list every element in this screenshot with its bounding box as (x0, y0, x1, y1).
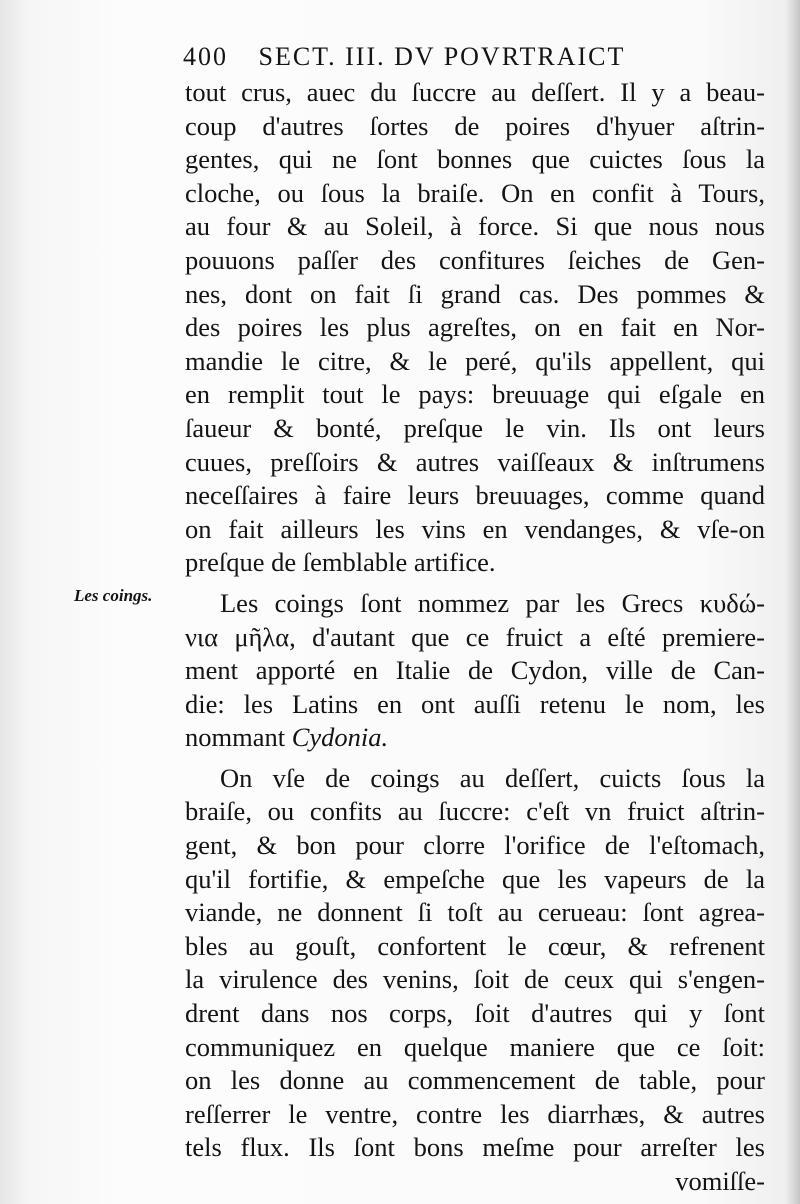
text-line: en remplit tout le pays: breuuage qui eſgale en (185, 379, 765, 410)
italic-term: Cydonia. (291, 722, 389, 753)
text-line (185, 721, 765, 755)
text-line: viande, ne donnent ſi toſt au cerueau: ſont agrea- (185, 897, 765, 928)
paragraph-pears (185, 76, 765, 580)
text-line: reſſerrer le ventre, contre les diarrhæs, & autres (185, 1098, 765, 1129)
page-number: 400 (183, 42, 228, 71)
text-line: ſaueur & bonté, preſque le vin. Ils ont leurs (185, 412, 765, 443)
text-line: neceſſaires à faire leurs breuuages, comme quand (185, 480, 765, 511)
text-line: braiſe, ou confits au ſuccre: c'eſt vn fruict aſtrin- (185, 796, 765, 827)
text-line: bles au gouſt, confortent le cœur, & refrenent (185, 930, 765, 961)
text-line: nes, dont on fait ſi grand cas. Des pommes & (185, 278, 765, 309)
paragraph-gap (185, 755, 765, 762)
body-text (185, 76, 765, 1199)
text-line: gentes, qui ne ſont bonnes que cuictes ſous la (185, 144, 765, 175)
text-line: tels flux. Ils ſont bons meſme pour arreſter les (185, 1132, 765, 1163)
text-line: pouuons paſſer des confitures ſeiches de Gen- (185, 244, 765, 275)
text-line: la virulence des venins, ſoit de ceux qui s'engen- (185, 964, 765, 995)
text-line: on les donne au commencement de table, pour (185, 1065, 765, 1096)
text-fragment: nommant (185, 722, 292, 753)
running-head (183, 40, 703, 74)
text-line: coup d'autres ſortes de poires d'hyuer aſtrin- (185, 110, 765, 141)
paragraph-quinces-name (185, 587, 765, 755)
paragraph-gap (185, 580, 765, 587)
text-line: mandie le citre, & le peré, qu'ils appellent, qui (185, 345, 765, 376)
text-line: communiquez en quelque maniere que ce ſoit: (185, 1031, 765, 1062)
text-line: gent, & bon pour clorre l'orifice de l'eſtomach, (185, 830, 765, 861)
text-line: on fait ailleurs les vins en vendanges, & vſe-on (185, 513, 765, 544)
page-edge-shadow (786, 0, 800, 1204)
text-line: drent dans nos corps, ſoit d'autres qui y ſont (185, 998, 765, 1029)
text-line: des poires les plus agreſtes, on en fait en Nor- (185, 312, 765, 343)
margin-note: Les coings. (74, 586, 153, 605)
section-title: SECT. III. DV POVRTRAICT (258, 42, 626, 71)
paragraph-quinces-use (185, 762, 765, 1199)
text-line: ment apporté en Italie de Cydon, ville de Can- (185, 655, 765, 686)
text-line: On vſe de coings au deſſert, cuicts ſous la (220, 762, 765, 793)
text-line: au four & au Soleil, à force. Si que nous nous (185, 211, 765, 242)
text-line: cloche, ou ſous la braiſe. On en confit à Tours, (185, 177, 765, 208)
text-line: preſque de ſemblable artifice. (185, 547, 496, 578)
text-line: νια μῆλα, d'autant que ce fruict a eſté premiere- (185, 621, 765, 652)
catchword: vomiſſe- (675, 1166, 765, 1196)
text-line: tout crus, auec du ſuccre au deſſert. Il y a beau- (185, 77, 765, 107)
text-line: Les coings ſont nommez par les Grecs κυδώ- (220, 587, 765, 618)
text-line: cuues, preſſoirs & autres vaiſſeaux & inſtrumens (185, 446, 765, 477)
text-line: die: les Latins en ont auſſi retenu le nom, les (185, 688, 765, 719)
text-line: qu'il fortifie, & empeſche que les vapeurs de la (185, 863, 765, 894)
